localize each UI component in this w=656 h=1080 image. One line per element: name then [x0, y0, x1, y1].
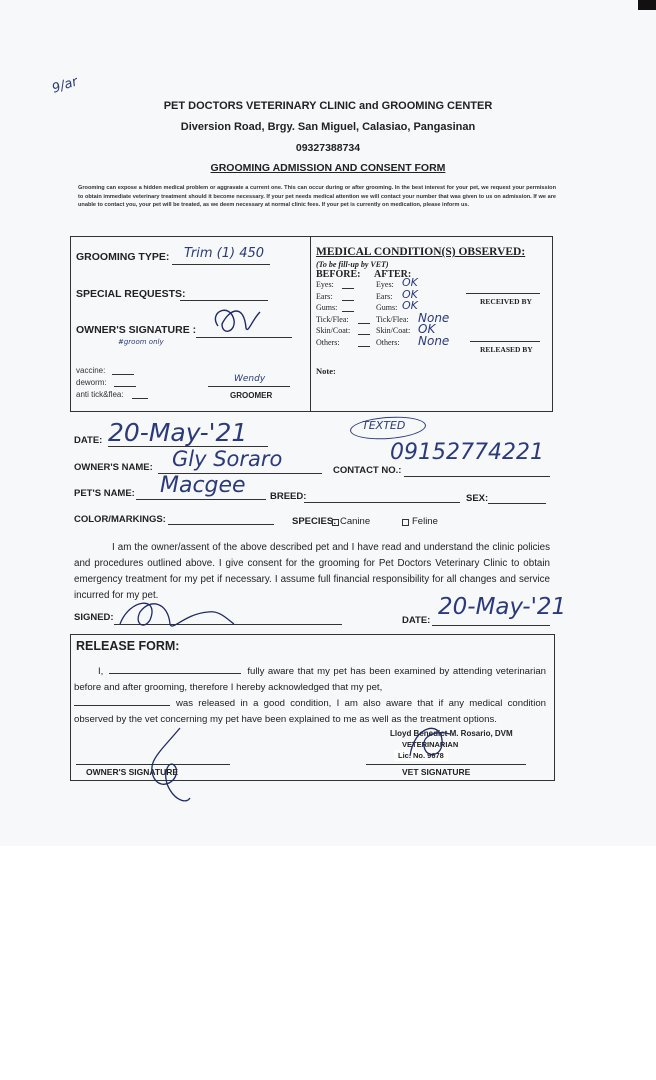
grooming-type-value: Trim (1) 450: [184, 246, 265, 261]
owner-release-sig-label: OWNER'S SIGNATURE: [86, 767, 179, 777]
owner-signature-label: OWNER'S SIGNATURE :: [76, 324, 197, 336]
special-requests-label: SPECIAL REQUESTS:: [76, 288, 186, 300]
note-label: Note:: [316, 366, 336, 376]
pet-name-label: PET'S NAME:: [74, 488, 135, 499]
signed-signature-drawing: [110, 594, 240, 634]
deworm-label: deworm:: [76, 378, 107, 387]
before-field-label: Others:: [316, 337, 340, 347]
before-field-label: Skin/Coat:: [316, 326, 351, 335]
signed-label: SIGNED:: [74, 612, 114, 623]
grooming-type-line: [172, 264, 270, 265]
breed-label: BREED:: [270, 491, 307, 502]
consent-date-label: DATE:: [402, 615, 431, 626]
groomer-name: Wendy: [234, 374, 266, 384]
after-field-value: None: [418, 333, 450, 348]
clinic-address: Diversion Road, Brgy. San Miguel, Calasiao, Pangasinan: [180, 121, 476, 133]
groomer-line: [208, 386, 290, 387]
after-label: AFTER:: [374, 269, 412, 280]
owner-release-signature-drawing: [140, 722, 210, 806]
vaccine-label: vaccine:: [76, 366, 106, 375]
clinic-name: PET DOCTORS VETERINARY CLINIC and GROOMING CENTER: [163, 100, 493, 112]
after-field-value: None: [418, 310, 450, 325]
canine-label: Canine: [340, 516, 371, 527]
sex-line: [488, 503, 546, 504]
breed-line: [304, 502, 460, 503]
owner-signature-note: #groom only: [118, 338, 164, 346]
pet-name-line: [136, 499, 266, 500]
released-label: RELEASED BY: [480, 345, 533, 354]
vet-license: Lic. No. 9678: [394, 750, 448, 761]
after-field-label: Others:: [376, 337, 400, 347]
before-label: BEFORE:: [316, 269, 361, 280]
antitick-label: anti tick&flea:: [76, 390, 124, 399]
sex-label: SEX:: [466, 493, 489, 504]
species-label: SPECIES:: [292, 516, 337, 527]
before-field-line: [358, 346, 370, 347]
scan-edge: [638, 0, 656, 10]
after-field-label: Eyes:: [376, 280, 394, 289]
consent-paragraph: I am the owner/assent of the above described pet and I have read and understand the clinic policies and procedures outlined above. I give consent for the grooming for Pet Doctors Veterinary Clinic to obtain emergency treatment for my pet if necessary. I assume full financial responsibility for all changes and service incurred for my pet.: [74, 542, 550, 601]
corner-handwritten-note: 9/ar: [50, 74, 80, 97]
release-text-1: fully aware that my pet has been examined by attending veterinarian before and after grooming, therefore I hereby acknowledged that my pet,: [74, 666, 546, 693]
vaccine-line: [112, 374, 134, 375]
date-value: 20-May-'21: [108, 418, 248, 447]
before-field-line: [342, 288, 354, 289]
consent-date-line: [432, 625, 550, 626]
after-field-label: Ears:: [376, 291, 393, 301]
pet-name-value: Macgee: [160, 473, 246, 498]
contact-line: [404, 476, 550, 477]
medical-title: MEDICAL CONDITION(S) OBSERVED:: [316, 246, 526, 258]
before-field-line: [358, 334, 370, 335]
intro-paragraph: Grooming can expose a hidden medical problem or aggravate a current one. This can occur during or after grooming. In the best interest for your pet, we request your permission to obtain immediate veterinary treatment should it become necessary. If your pet needs medical attention we will contact your number that was given to us on admission. If we are unable to contact you, your pet will be treated, as we deem necessary at normal clinic fees. If your pet is currently on medication, please inform us.: [78, 185, 556, 209]
before-field-label: Ears:: [316, 291, 333, 301]
release-i: I,: [98, 666, 104, 677]
owner-signature-drawing: [200, 298, 280, 348]
before-field-line: [342, 300, 354, 301]
before-field-line: [358, 323, 370, 324]
after-field-label: Skin/Coat:: [376, 326, 411, 335]
before-field-label: Gums:: [316, 303, 338, 312]
color-line: [168, 524, 274, 525]
after-field-value: OK: [402, 276, 418, 289]
vet-name: Lloyd Benedict M. Rosario, DVM: [390, 729, 513, 738]
owner-name-label: OWNER'S NAME:: [74, 462, 153, 473]
before-field-label: Eyes:: [316, 280, 334, 289]
after-field-label: Gums:: [376, 303, 398, 312]
box-divider: [310, 237, 311, 411]
contact-label: CONTACT NO.:: [333, 465, 402, 476]
vet-title: VETERINARIAN: [402, 740, 459, 749]
after-field-label: Tick/Flea:: [376, 314, 409, 324]
color-label: COLOR/MARKINGS:: [74, 514, 166, 525]
received-line: [466, 293, 540, 294]
after-field-value: OK: [402, 287, 418, 301]
groomer-label: GROOMER: [230, 391, 273, 400]
form-title: GROOMING ADMISSION AND CONSENT FORM: [210, 162, 446, 174]
feline-label: Feline: [412, 516, 438, 527]
feline-checkbox[interactable]: [402, 519, 409, 526]
vet-signature-drawing: [400, 716, 460, 776]
antitick-line: [132, 398, 148, 399]
received-label: RECEIVED BY: [480, 297, 532, 306]
medical-subtitle: (To be fill-up by VET): [316, 260, 389, 269]
stamp-text: TEXTED: [362, 419, 406, 432]
release-text-2: was released in a good condition, I am also aware that if any medical condition observed by the vet concerning my pet have been explained to me as well as the treatment options.: [74, 698, 546, 725]
consent-date-value: 20-May-'21: [438, 594, 567, 620]
before-field-label: Tick/Flea:: [316, 314, 349, 324]
release-title: RELEASE FORM:: [76, 639, 180, 653]
release-pet-line: [74, 696, 170, 706]
vet-sig-label: VET SIGNATURE: [402, 767, 471, 777]
after-field-value: OK: [418, 322, 436, 336]
release-paragraph-1: [74, 664, 546, 696]
date-label: DATE:: [74, 435, 103, 446]
clinic-phone: 09327388734: [295, 142, 361, 154]
deworm-line: [114, 386, 136, 387]
canine-checkbox[interactable]: [332, 519, 339, 526]
contact-value: 09152774221: [390, 440, 544, 465]
release-name-line: [109, 664, 241, 674]
before-field-line: [342, 311, 354, 312]
released-line: [470, 341, 540, 342]
grooming-type-label: GROOMING TYPE:: [76, 251, 170, 263]
owner-name-value: Gly Soraro: [172, 447, 283, 471]
after-field-value: OK: [402, 299, 418, 312]
